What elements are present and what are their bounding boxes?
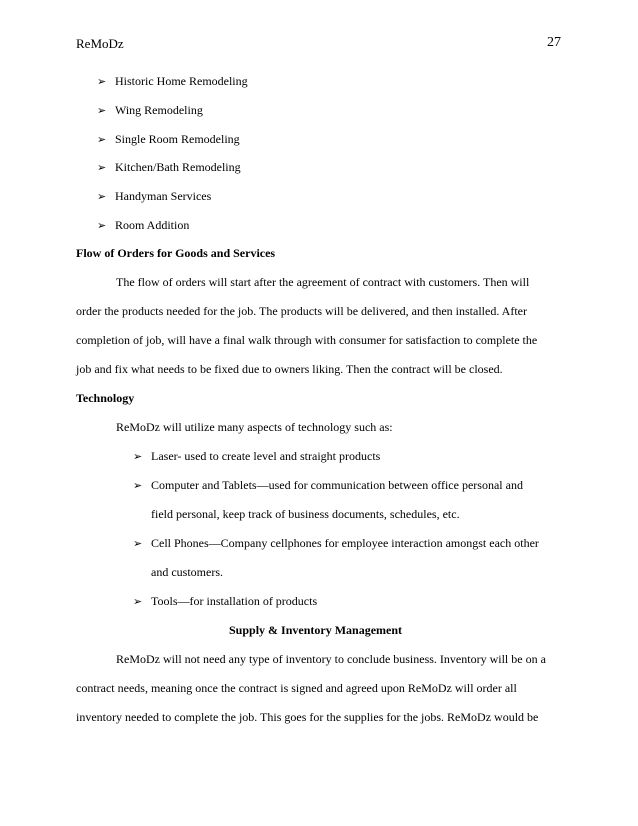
- arrow-bullet-icon: ➢: [97, 76, 107, 88]
- list-item: ➢ Handyman Services: [97, 189, 212, 203]
- paragraph-line: ReMoDz will not need any type of inventory to conclude business. Inventory will be on a: [116, 652, 546, 666]
- arrow-bullet-icon: ➢: [97, 105, 107, 117]
- page-number: 27: [547, 35, 561, 50]
- paragraph-line: order the products needed for the job. The products will be delivered, and then installed. After: [76, 304, 527, 318]
- arrow-bullet-icon: ➢: [133, 596, 143, 608]
- list-item: ➢ Kitchen/Bath Remodeling: [97, 160, 241, 174]
- list-item: ➢ Computer and Tablets—used for communication between office personal and: [133, 478, 523, 492]
- list-item: ➢ Historic Home Remodeling: [97, 74, 248, 88]
- arrow-bullet-icon: ➢: [133, 451, 143, 463]
- arrow-bullet-icon: ➢: [97, 220, 107, 232]
- running-header: ReMoDz: [76, 36, 124, 51]
- arrow-bullet-icon: ➢: [133, 480, 143, 492]
- paragraph-line: ReMoDz will utilize many aspects of technology such as:: [116, 420, 393, 434]
- section-heading-technology: Technology: [76, 391, 135, 405]
- list-item-continuation: field personal, keep track of business documents, schedules, etc.: [151, 507, 460, 521]
- paragraph-line: completion of job, will have a final walk through with consumer for satisfaction to complete the: [76, 333, 538, 347]
- list-item-continuation: and customers.: [151, 565, 223, 579]
- paragraph-line: inventory needed to complete the job. This goes for the supplies for the jobs. ReMoDz would be: [76, 710, 539, 724]
- section-heading-supply: Supply & Inventory Management: [229, 623, 403, 637]
- paragraph-line: job and fix what needs to be fixed due to owners liking. Then the contract will be closed.: [76, 362, 503, 376]
- paragraph-line: contract needs, meaning once the contract is signed and agreed upon ReMoDz will order all: [76, 681, 517, 695]
- arrow-bullet-icon: ➢: [133, 538, 143, 550]
- list-item: ➢ Cell Phones—Company cellphones for employee interaction amongst each other: [133, 536, 539, 550]
- list-item: ➢ Wing Remodeling: [97, 103, 203, 117]
- list-item: ➢ Room Addition: [97, 218, 190, 232]
- list-item: ➢ Single Room Remodeling: [97, 132, 240, 146]
- arrow-bullet-icon: ➢: [97, 162, 107, 174]
- arrow-bullet-icon: ➢: [97, 134, 107, 146]
- list-item: ➢ Laser- used to create level and straight products: [133, 449, 381, 463]
- section-heading-flow: Flow of Orders for Goods and Services: [76, 246, 276, 260]
- arrow-bullet-icon: ➢: [97, 191, 107, 203]
- list-item: ➢ Tools—for installation of products: [133, 594, 318, 608]
- paragraph-line: The flow of orders will start after the agreement of contract with customers. Then will: [116, 275, 530, 289]
